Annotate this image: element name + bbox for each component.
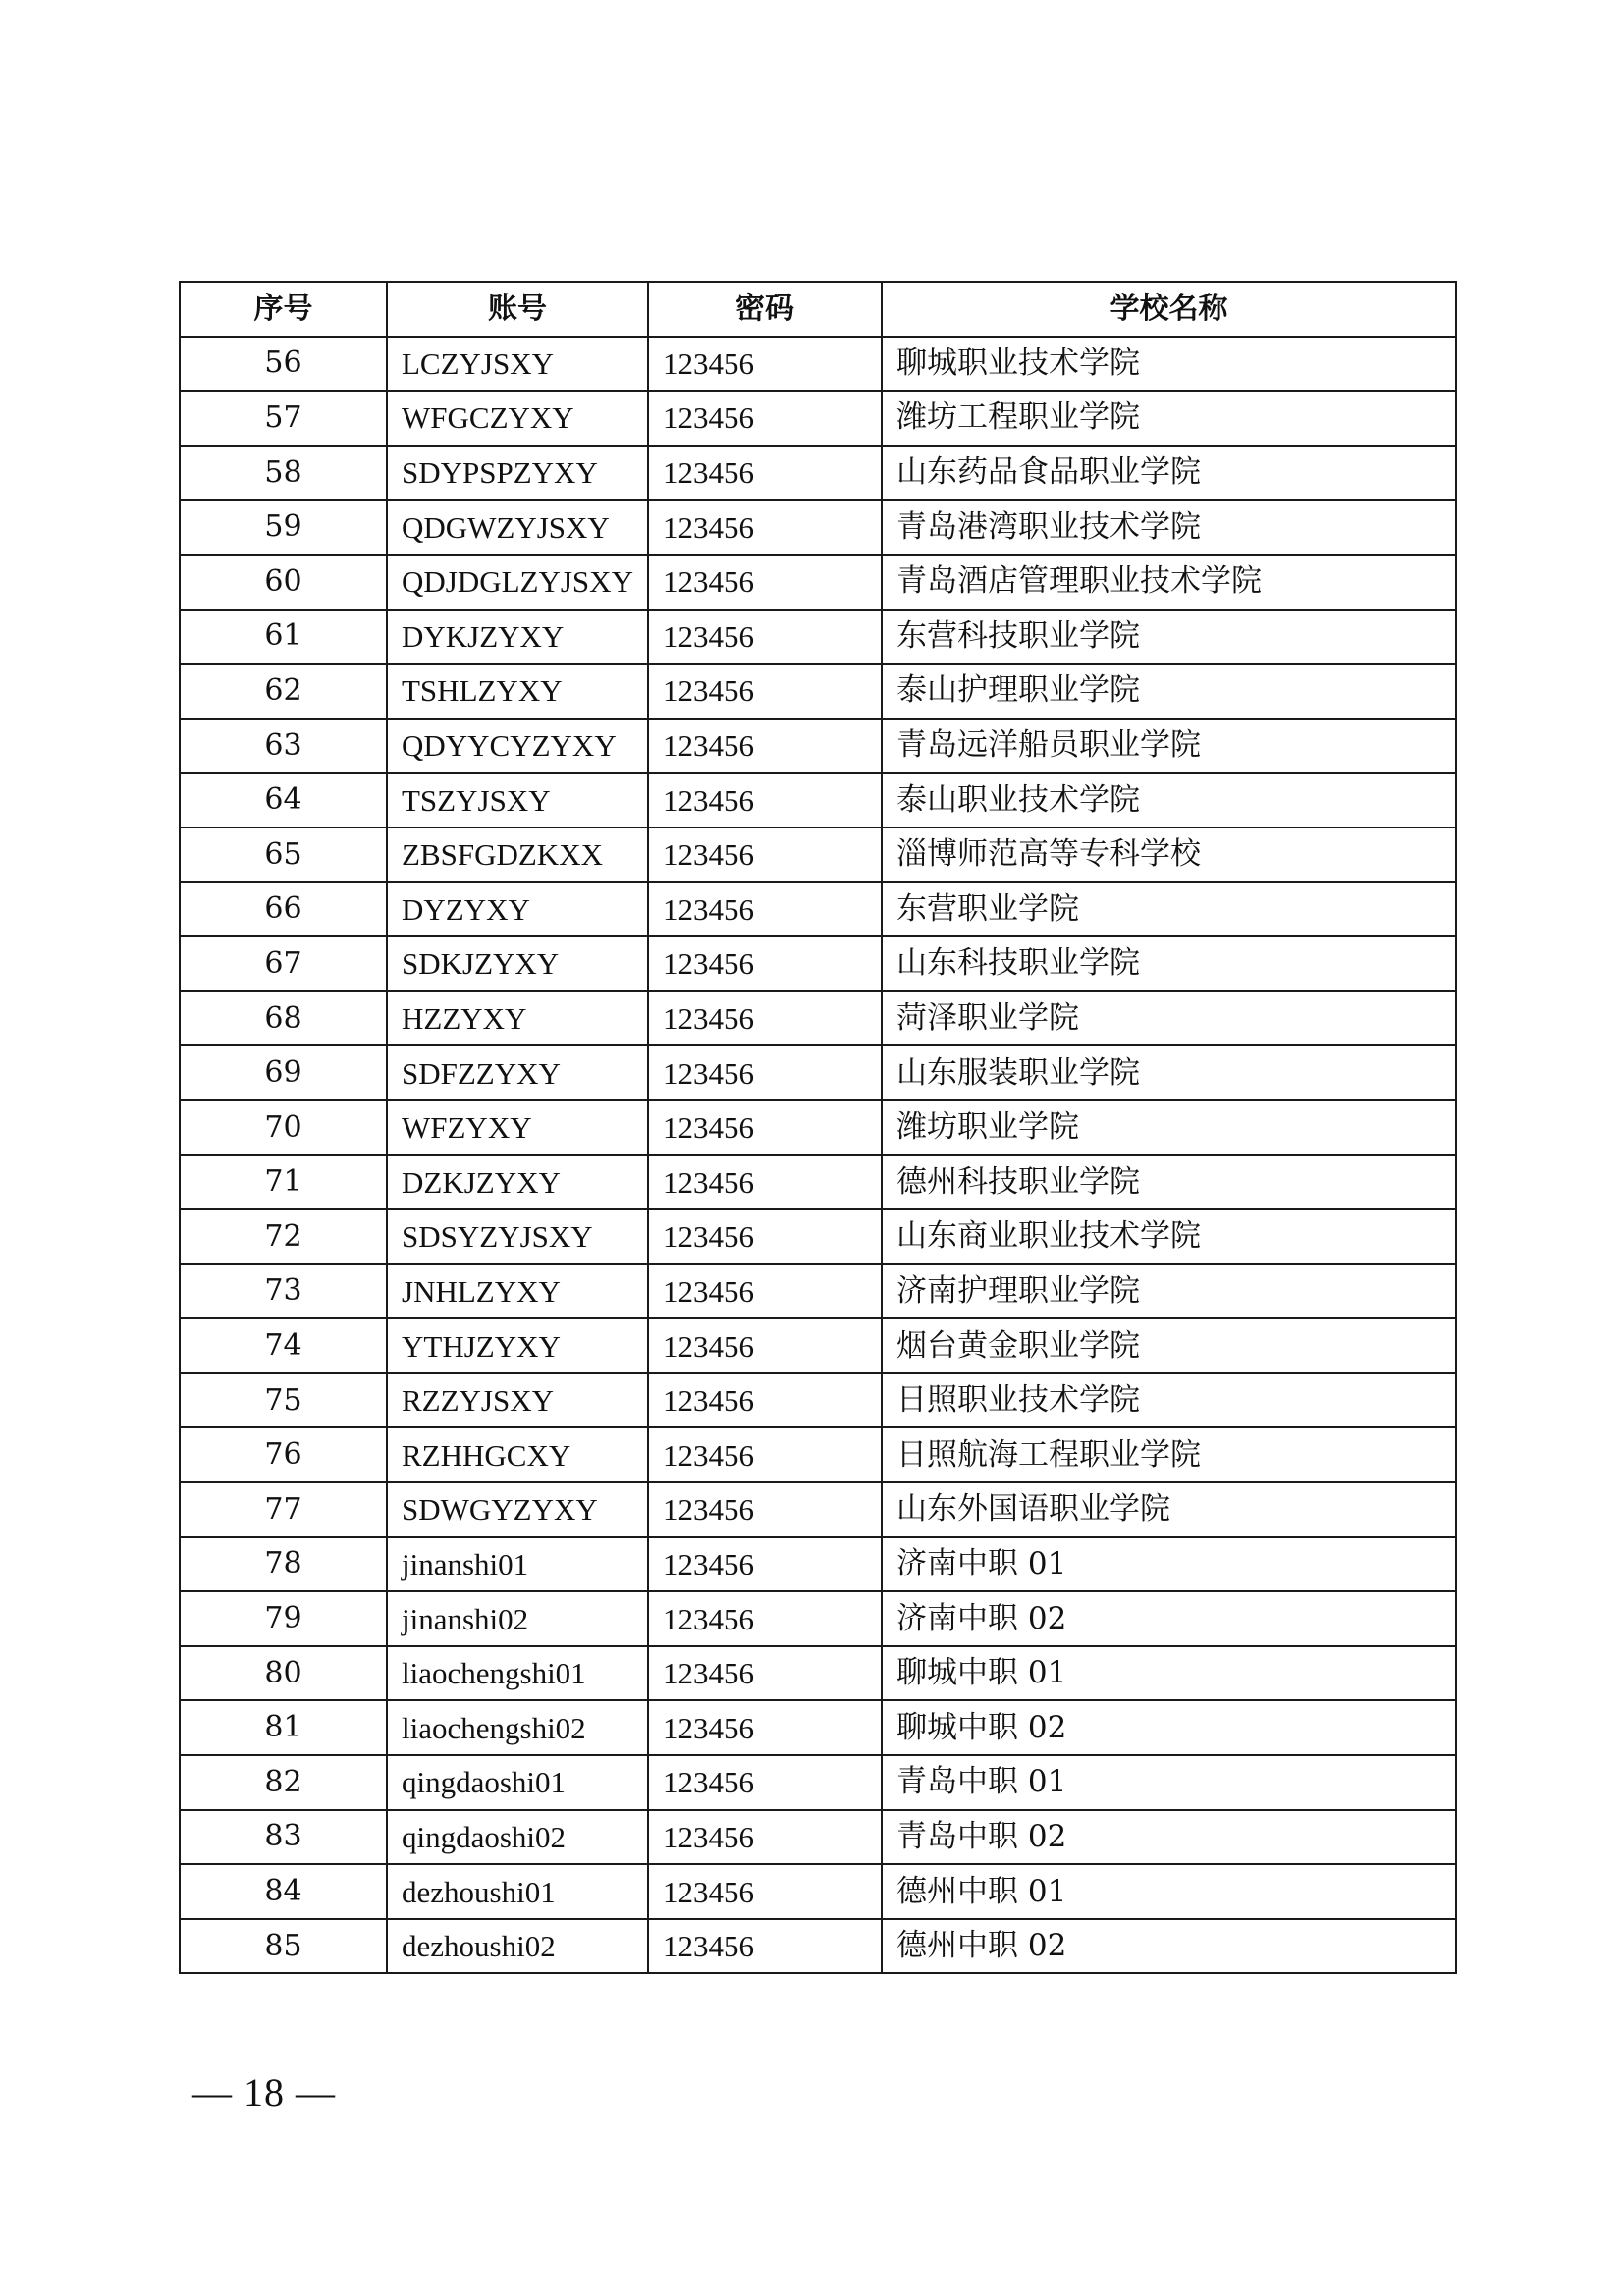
row-password: 123456 [648,1318,882,1373]
table-row [180,1318,1456,1373]
row-school-name: 德州科技职业学院 [882,1155,1456,1210]
row-password: 123456 [648,1427,882,1482]
row-index: 72 [180,1209,387,1264]
row-school-name: 青岛港湾职业技术学院 [882,500,1456,555]
table-row [180,936,1456,991]
table-row [180,882,1456,937]
table-row [180,337,1456,392]
table-row [180,773,1456,828]
row-password: 123456 [648,882,882,937]
row-password: 123456 [648,991,882,1046]
row-school-name: 德州中职 01 [882,1864,1456,1919]
row-index: 84 [180,1864,387,1919]
table-row [180,719,1456,774]
row-account: YTHJZYXY [387,1318,648,1373]
row-password: 123456 [648,1100,882,1155]
row-index: 67 [180,936,387,991]
header-school-name: 学校名称 [882,282,1456,337]
row-index: 82 [180,1755,387,1810]
row-account: qingdaoshi01 [387,1755,648,1810]
row-account: RZHHGCXY [387,1427,648,1482]
table-row [180,1482,1456,1537]
table-row [180,1591,1456,1646]
table-header-row [180,282,1456,337]
row-index: 85 [180,1919,387,1974]
row-password: 123456 [648,1264,882,1319]
row-account: JNHLZYXY [387,1264,648,1319]
row-index: 71 [180,1155,387,1210]
row-school-name: 烟台黄金职业学院 [882,1318,1456,1373]
table-row [180,1646,1456,1701]
table-row [180,1700,1456,1755]
table-row [180,1864,1456,1919]
row-account: liaochengshi01 [387,1646,648,1701]
row-index: 64 [180,773,387,828]
row-school-name: 德州中职 02 [882,1919,1456,1974]
row-account: WFGCZYXY [387,391,648,446]
table-row [180,1264,1456,1319]
header-account: 账号 [387,282,648,337]
row-index: 76 [180,1427,387,1482]
row-account: LCZYJSXY [387,337,648,392]
row-account: HZZYXY [387,991,648,1046]
row-school-name: 东营职业学院 [882,882,1456,937]
row-account: QDJDGLZYJSXY [387,555,648,610]
table-row [180,1100,1456,1155]
row-password: 123456 [648,719,882,774]
row-account: SDYPSPZYXY [387,446,648,501]
row-school-name: 潍坊职业学院 [882,1100,1456,1155]
row-account: TSZYJSXY [387,773,648,828]
row-school-name: 青岛酒店管理职业技术学院 [882,555,1456,610]
row-account: dezhoushi01 [387,1864,648,1919]
row-account: WFZYXY [387,1100,648,1155]
table-row [180,1209,1456,1264]
row-account: TSHLZYXY [387,664,648,719]
row-school-name: 青岛远洋船员职业学院 [882,719,1456,774]
account-table [179,281,1457,1974]
row-password: 123456 [648,1919,882,1974]
row-index: 62 [180,664,387,719]
row-index: 56 [180,337,387,392]
row-index: 83 [180,1810,387,1865]
row-school-name: 青岛中职 02 [882,1810,1456,1865]
table-row [180,500,1456,555]
row-password: 123456 [648,610,882,665]
row-account: dezhoushi02 [387,1919,648,1974]
row-password: 123456 [648,1810,882,1865]
page-number: — 18 — [192,2070,336,2114]
row-index: 66 [180,882,387,937]
row-index: 79 [180,1591,387,1646]
row-password: 123456 [648,337,882,392]
row-account: DYKJZYXY [387,610,648,665]
table-row [180,1537,1456,1592]
row-school-name: 聊城中职 01 [882,1646,1456,1701]
row-school-name: 山东外国语职业学院 [882,1482,1456,1537]
row-index: 81 [180,1700,387,1755]
table-row [180,1045,1456,1100]
row-school-name: 淄博师范高等专科学校 [882,828,1456,882]
row-password: 123456 [648,1591,882,1646]
row-password: 123456 [648,1209,882,1264]
row-school-name: 济南中职 01 [882,1537,1456,1592]
row-account: RZZYJSXY [387,1373,648,1428]
row-index: 80 [180,1646,387,1701]
row-account: SDFZZYXY [387,1045,648,1100]
row-password: 123456 [648,391,882,446]
row-account: jinanshi01 [387,1537,648,1592]
row-index: 59 [180,500,387,555]
row-school-name: 泰山职业技术学院 [882,773,1456,828]
row-school-name: 山东服装职业学院 [882,1045,1456,1100]
row-index: 70 [180,1100,387,1155]
table-row [180,828,1456,882]
table-row [180,610,1456,665]
row-account: SDWGYZYXY [387,1482,648,1537]
table-row [180,391,1456,446]
row-password: 123456 [648,828,882,882]
row-password: 123456 [648,1373,882,1428]
table-row [180,1427,1456,1482]
row-index: 65 [180,828,387,882]
row-password: 123456 [648,555,882,610]
row-account: DYZYXY [387,882,648,937]
row-account: liaochengshi02 [387,1700,648,1755]
table-row [180,446,1456,501]
table-row [180,664,1456,719]
table-row [180,1373,1456,1428]
row-index: 60 [180,555,387,610]
row-password: 123456 [648,1864,882,1919]
row-password: 123456 [648,1045,882,1100]
row-account: DZKJZYXY [387,1155,648,1210]
row-index: 78 [180,1537,387,1592]
row-school-name: 泰山护理职业学院 [882,664,1456,719]
table-row [180,1919,1456,1974]
row-school-name: 潍坊工程职业学院 [882,391,1456,446]
row-index: 69 [180,1045,387,1100]
row-school-name: 山东药品食品职业学院 [882,446,1456,501]
row-school-name: 聊城职业技术学院 [882,337,1456,392]
row-school-name: 济南中职 02 [882,1591,1456,1646]
row-password: 123456 [648,773,882,828]
row-school-name: 菏泽职业学院 [882,991,1456,1046]
row-account: jinanshi02 [387,1591,648,1646]
row-password: 123456 [648,1646,882,1701]
row-school-name: 日照航海工程职业学院 [882,1427,1456,1482]
row-index: 77 [180,1482,387,1537]
table-row [180,1755,1456,1810]
row-index: 63 [180,719,387,774]
row-school-name: 山东科技职业学院 [882,936,1456,991]
header-password: 密码 [648,282,882,337]
row-password: 123456 [648,936,882,991]
row-account: QDYYCYZYXY [387,719,648,774]
row-index: 74 [180,1318,387,1373]
row-password: 123456 [648,1482,882,1537]
header-index: 序号 [180,282,387,337]
row-password: 123456 [648,1755,882,1810]
row-account: SDSYZYJSXY [387,1209,648,1264]
row-account: ZBSFGDZKXX [387,828,648,882]
row-password: 123456 [648,446,882,501]
row-password: 123456 [648,664,882,719]
row-index: 73 [180,1264,387,1319]
row-password: 123456 [648,1700,882,1755]
row-school-name: 日照职业技术学院 [882,1373,1456,1428]
row-school-name: 济南护理职业学院 [882,1264,1456,1319]
table-body [180,337,1456,1974]
row-school-name: 山东商业职业技术学院 [882,1209,1456,1264]
row-account: qingdaoshi02 [387,1810,648,1865]
row-index: 58 [180,446,387,501]
table-row [180,1810,1456,1865]
row-school-name: 东营科技职业学院 [882,610,1456,665]
row-index: 68 [180,991,387,1046]
row-password: 123456 [648,1537,882,1592]
row-index: 61 [180,610,387,665]
row-index: 75 [180,1373,387,1428]
row-school-name: 聊城中职 02 [882,1700,1456,1755]
table-row [180,555,1456,610]
row-password: 123456 [648,1155,882,1210]
row-index: 57 [180,391,387,446]
row-account: QDGWZYJSXY [387,500,648,555]
row-school-name: 青岛中职 01 [882,1755,1456,1810]
row-password: 123456 [648,500,882,555]
row-account: SDKJZYXY [387,936,648,991]
table-row [180,1155,1456,1210]
table-row [180,991,1456,1046]
